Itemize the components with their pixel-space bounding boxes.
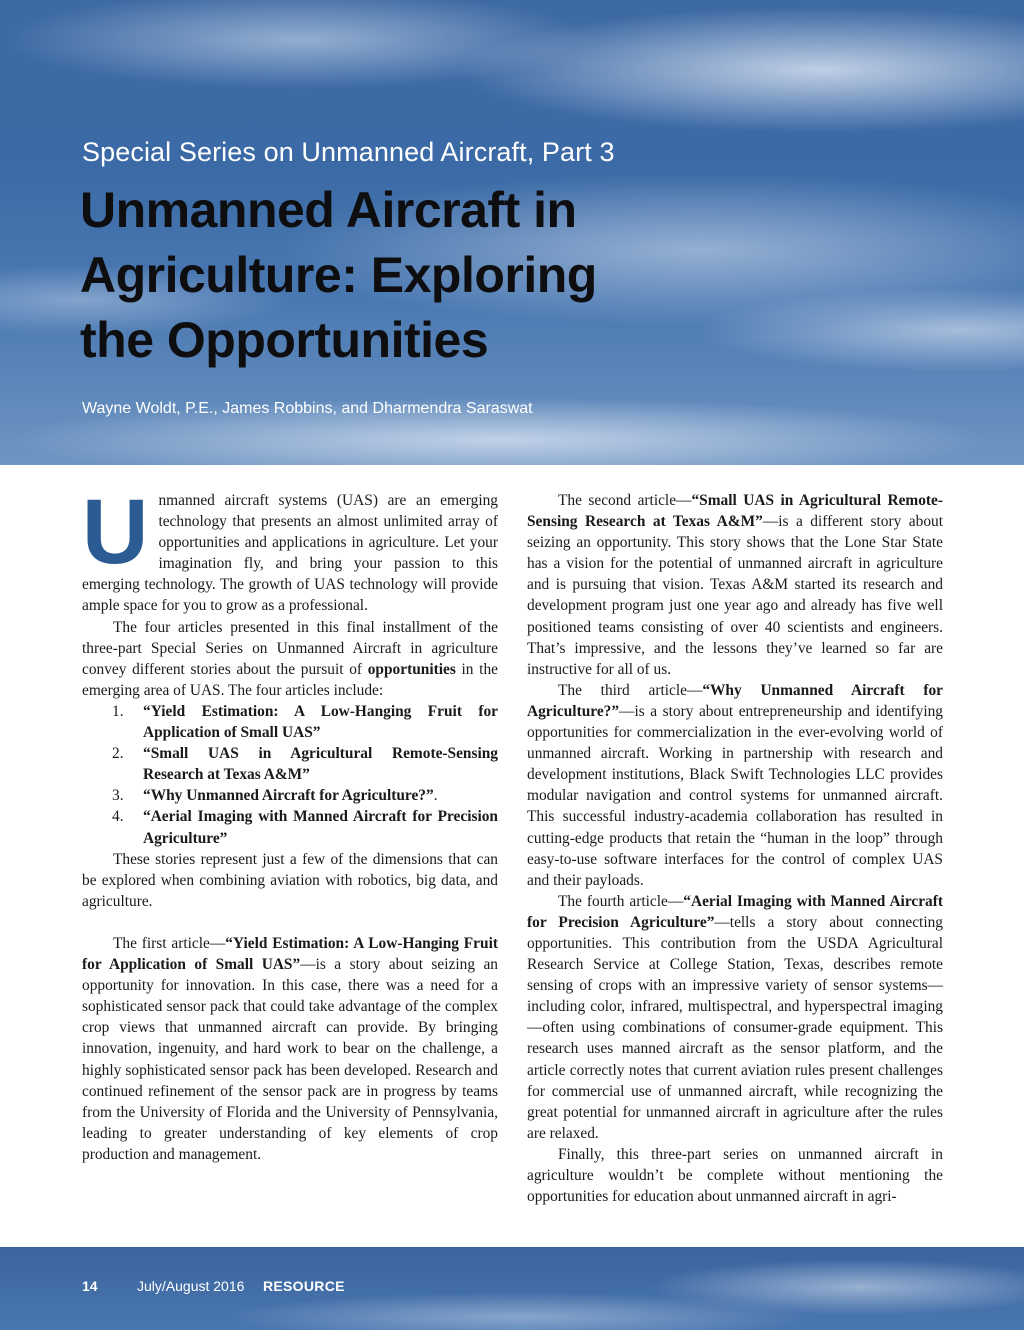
page-number: 14 xyxy=(82,1278,98,1294)
text-run: The first article— xyxy=(113,934,226,952)
summary-paragraph: These stories represent just a few of the dimensions that can be explored when combining aviation with robotics, big data, and agriculture. xyxy=(82,850,498,910)
list-item-trail: . xyxy=(433,787,438,805)
list-item xyxy=(82,806,498,848)
text-run: The fourth article— xyxy=(558,892,684,910)
text-run: —is a story about seizing an opportunity for innovation. In this case, there was a need for a sophisticated sensor pack that could take advantage of the complex crop views that unmanned aircraft can provide. By bringing innovation, ingenuity, and hard work to bear on the challenge, a highly sophisticated sensor pack has been developed. Research and continued refinement of the sensor pack are in progress by teams from the University of Florida and the University of Pennsylvania, leading to greater understanding of key elements of crop production and management. xyxy=(82,956,498,1163)
article-title xyxy=(80,178,800,373)
intro-text: nmanned aircraft systems (UAS) are an emerging technology that presents an almost unlimited array of opportunities and applications in agriculture. Let your imagination fly, and bring your passion to this emerging technology. The growth of UAS technology will provide ample space for you to grow as a professional. xyxy=(82,492,498,615)
list-item-title: “Aerial Imaging with Manned Aircraft for Precision Agriculture” xyxy=(143,808,498,847)
list-number: 1. xyxy=(112,702,124,720)
fourth-article-paragraph xyxy=(527,891,943,1144)
list-number: 4. xyxy=(112,808,124,826)
first-article-paragraph xyxy=(82,933,498,1165)
emphasis-text: “Aerial Imaging with Manned Aircraft for Precision Agriculture” xyxy=(527,892,943,931)
drop-cap: U xyxy=(82,481,149,583)
article-list xyxy=(82,701,498,849)
emphasis-text: “Why Unmanned Aircraft for Agriculture?” xyxy=(527,681,943,720)
paragraph-spacer xyxy=(82,912,498,933)
list-item xyxy=(82,743,498,785)
page-footer xyxy=(0,1247,1024,1330)
second-article-paragraph xyxy=(527,490,943,680)
title-line: Unmanned Aircraft in xyxy=(80,182,577,238)
overview-paragraph xyxy=(82,617,498,701)
title-line: Agriculture: Exploring xyxy=(80,247,597,303)
text-run: —is a story about entrepreneurship and identifying opportunities for commercialization in the ever-evolving world of unmanned aircraft. Working in partnership with research and development institutions, Black Swift Technologies LLC provides modular navigation and control systems for unmanned aircraft. This successful industry-academia collaboration has resulted in cutting-edge products that retain the “human in the loop” through easy-to-use software interfaces for the control of complex UAS and their payloads. xyxy=(527,702,943,889)
emphasis-text: “Small UAS in Agricultural Remote-Sensing Research at Texas A&M” xyxy=(527,492,943,531)
series-kicker: Special Series on Unmanned Aircraft, Part 3 xyxy=(82,137,615,167)
text-run: The third article— xyxy=(558,681,703,699)
emphasis-text: “Yield Estimation: A Low-Hanging Fruit for Application of Small UAS” xyxy=(82,934,498,974)
list-item xyxy=(82,701,498,743)
list-item-title: “Yield Estimation: A Low-Hanging Fruit for Application of Small UAS” xyxy=(143,702,498,742)
emphasis-text: opportunities xyxy=(367,660,456,678)
closing-paragraph: Finally, this three-part series on unmanned aircraft in agriculture wouldn’t be complete without mentioning the opportunities for education about unmanned aircraft in agri- xyxy=(527,1145,943,1206)
intro-paragraph xyxy=(82,481,498,617)
text-run: in the emerging area of UAS. The four articles include: xyxy=(82,660,498,699)
text-run: The second article— xyxy=(558,492,692,509)
title-line: the Opportunities xyxy=(80,312,489,368)
text-run: The four articles presented in this final installment of the three-part Special Series on Unmanned Aircraft in agriculture convey different stories about the pursuit of xyxy=(82,618,498,678)
left-column xyxy=(82,481,498,1165)
list-number: 3. xyxy=(112,787,124,805)
list-item-title: “Small UAS in Agricultural Remote-Sensing Research at Texas A&M” xyxy=(143,745,498,784)
sky-header-banner xyxy=(0,0,1024,465)
magazine-name: RESOURCE xyxy=(263,1278,345,1294)
right-column xyxy=(527,490,943,1207)
text-run: —tells a story about connecting opportunities. This contribution from the USDA Agricultural Research Service at College Station, Texas, describes remote sensing of crops with an impressive variety of sensor systems—including color, infrared, multispectral, and hyperspectral imaging—often using combinations of consumer-grade equipment. This research uses manned aircraft as the sensor platform, and the article correctly notes that current aviation rules present challenges for commercial use of unmanned aircraft, while recognizing the great potential for unmanned aircraft in agriculture after the rules are relaxed. xyxy=(527,913,943,1142)
list-item-title: “Why Unmanned Aircraft for Agriculture?” xyxy=(143,787,434,805)
author-byline: Wayne Woldt, P.E., James Robbins, and Dharmendra Saraswat xyxy=(82,400,533,417)
third-article-paragraph xyxy=(527,680,943,891)
issue-date: July/August 2016 xyxy=(137,1278,245,1294)
text-run: —is a different story about seizing an opportunity. This story shows that the Lone Star State has a vision for the potential of unmanned aircraft in agriculture and is pursuing that vision. Texas A&M started its research and development program just one year ago and already has five well positioned teams consisting of over 40 scientists and engineers. That’s impressive, and the lessons they’ve learned so far are instructive for all of us. xyxy=(527,513,943,678)
list-number: 2. xyxy=(112,745,124,763)
list-item xyxy=(82,785,498,806)
